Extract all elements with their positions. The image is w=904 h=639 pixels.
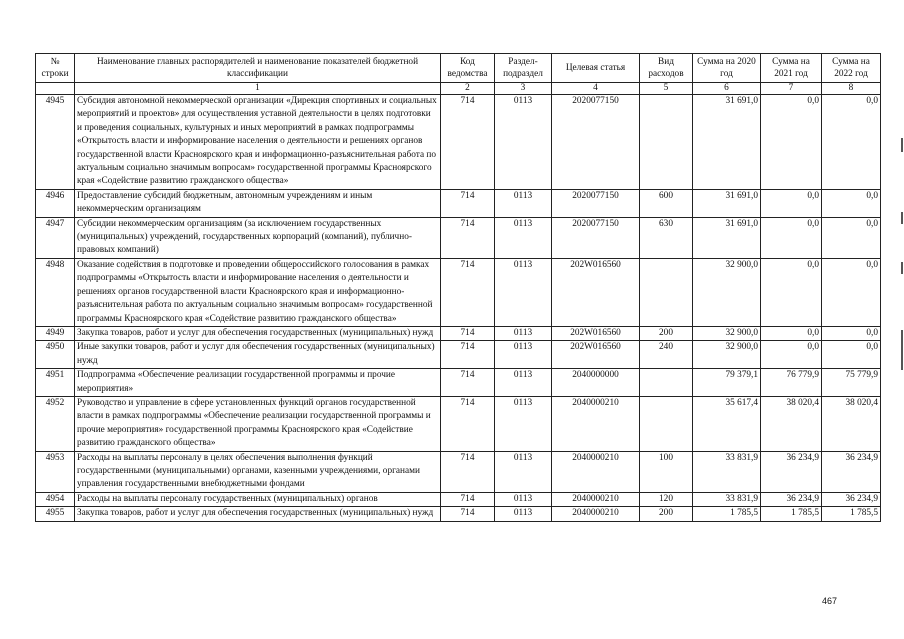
row-number: 4948 [36, 258, 75, 326]
row-number: 4951 [36, 369, 75, 397]
row-sum-2020: 35 617,4 [693, 396, 761, 451]
row-dept-code: 714 [441, 217, 495, 258]
row-sum-2021: 0,0 [761, 189, 822, 217]
row-section: 0113 [495, 507, 552, 521]
row-sum-2021: 0,0 [761, 217, 822, 258]
row-number: 4954 [36, 492, 75, 506]
row-sum-2021: 36 234,9 [761, 451, 822, 492]
table-row [36, 95, 881, 190]
row-dept-code: 714 [441, 369, 495, 397]
table-row [36, 492, 881, 506]
row-sum-2022: 36 234,9 [822, 451, 881, 492]
column-number: 6 [693, 83, 761, 95]
row-dept-code: 714 [441, 95, 495, 190]
row-section: 0113 [495, 326, 552, 340]
row-name: Закупка товаров, работ и услуг для обеспечения государственных (муниципальных) нужд [75, 507, 441, 521]
row-target: 2040000210 [552, 451, 640, 492]
row-exp-type: 200 [640, 507, 693, 521]
row-target: 2020077150 [552, 95, 640, 190]
row-target: 202W016560 [552, 258, 640, 326]
column-number-row [36, 83, 881, 95]
row-name: Закупка товаров, работ и услуг для обеспечения государственных (муниципальных) нужд [75, 326, 441, 340]
page-number: 467 [822, 596, 838, 606]
row-sum-2022: 38 020,4 [822, 396, 881, 451]
header-name: Наименование главных распорядителей и наименование показателей бюджетной классификации [75, 54, 441, 83]
header-target: Целевая статья [552, 54, 640, 83]
row-sum-2021: 0,0 [761, 341, 822, 369]
column-number: 7 [761, 83, 822, 95]
row-section: 0113 [495, 217, 552, 258]
column-number [36, 83, 75, 95]
row-exp-type [640, 396, 693, 451]
header-row-no: № строки [36, 54, 75, 83]
row-number: 4955 [36, 507, 75, 521]
row-target: 2040000000 [552, 369, 640, 397]
row-section: 0113 [495, 369, 552, 397]
row-name: Субсидии некоммерческим организациям (за исключением государственных (муниципальных) учреждений, государственных корпораций (компаний), публично-правовых компаний) [75, 217, 441, 258]
row-sum-2022: 0,0 [822, 341, 881, 369]
row-target: 202W016560 [552, 341, 640, 369]
table-row [36, 396, 881, 451]
column-number: 1 [75, 83, 441, 95]
row-dept-code: 714 [441, 507, 495, 521]
header-exp-type: Вид расходов [640, 54, 693, 83]
row-name: Расходы на выплаты персоналу государственных (муниципальных) органов [75, 492, 441, 506]
row-name: Расходы на выплаты персоналу в целях обеспечения выполнения функций государственными (муниципальными) органами, казенными учреждениями, органами управления государственными внебюджетными фондами [75, 451, 441, 492]
scan-edge-mark [901, 138, 903, 152]
row-name: Подпрограмма «Обеспечение реализации государственной программы и прочие мероприятия» [75, 369, 441, 397]
table-row [36, 258, 881, 326]
row-target: 2040000210 [552, 492, 640, 506]
row-sum-2021: 0,0 [761, 258, 822, 326]
row-section: 0113 [495, 341, 552, 369]
table-row [36, 341, 881, 369]
row-sum-2020: 31 691,0 [693, 217, 761, 258]
row-number: 4952 [36, 396, 75, 451]
row-sum-2022: 0,0 [822, 95, 881, 190]
row-number: 4947 [36, 217, 75, 258]
table-row [36, 217, 881, 258]
row-exp-type: 630 [640, 217, 693, 258]
row-target: 2020077150 [552, 189, 640, 217]
scan-edge-mark [901, 330, 903, 370]
row-sum-2020: 79 379,1 [693, 369, 761, 397]
table-row [36, 189, 881, 217]
row-section: 0113 [495, 189, 552, 217]
row-sum-2021: 38 020,4 [761, 396, 822, 451]
row-target: 202W016560 [552, 326, 640, 340]
row-name: Иные закупки товаров, работ и услуг для обеспечения государственных (муниципальных) нужд [75, 341, 441, 369]
row-sum-2022: 0,0 [822, 258, 881, 326]
row-sum-2020: 1 785,5 [693, 507, 761, 521]
row-sum-2020: 32 900,0 [693, 326, 761, 340]
row-number: 4945 [36, 95, 75, 190]
row-dept-code: 714 [441, 451, 495, 492]
row-dept-code: 714 [441, 396, 495, 451]
row-name: Субсидия автономной некоммерческой организации «Дирекция спортивных и социальных мероприятий и проектов» для осуществления уставной деятельности в целях подготовки и проведения социальных, культурных и иных мероприятий в рамках подпрограммы «Открытость власти и информирование населения о деятельности и решениях органов государственной власти Красноярского края и информационно-разъяснительная работа по актуальным социально значимым вопросам» государственной программы Красноярского края «Содействие развитию гражданского общества» [75, 95, 441, 190]
row-exp-type: 200 [640, 326, 693, 340]
row-number: 4953 [36, 451, 75, 492]
row-number: 4949 [36, 326, 75, 340]
row-sum-2021: 36 234,9 [761, 492, 822, 506]
table-row [36, 451, 881, 492]
scan-edge-mark [901, 262, 903, 274]
column-number: 3 [495, 83, 552, 95]
row-section: 0113 [495, 492, 552, 506]
row-sum-2020: 31 691,0 [693, 189, 761, 217]
header-sum-2021: Сумма на 2021 год [761, 54, 822, 83]
table-row [36, 326, 881, 340]
scan-edge-mark [901, 212, 903, 224]
row-sum-2022: 1 785,5 [822, 507, 881, 521]
row-sum-2021: 1 785,5 [761, 507, 822, 521]
row-dept-code: 714 [441, 189, 495, 217]
row-section: 0113 [495, 451, 552, 492]
row-exp-type [640, 95, 693, 190]
row-name: Оказание содействия в подготовке и проведении общероссийского голосования в рамках подпрограммы «Открытость власти и информирование населения о деятельности и решениях органов государственной власти Красноярского края и информационно-разъяснительная работа по актуальным социально значимым вопросам» государственной программы Красноярского края «Содействие развитию гражданского общества» [75, 258, 441, 326]
row-dept-code: 714 [441, 341, 495, 369]
row-sum-2021: 0,0 [761, 326, 822, 340]
row-sum-2022: 0,0 [822, 326, 881, 340]
row-target: 2020077150 [552, 217, 640, 258]
header-row [36, 54, 881, 83]
row-exp-type: 600 [640, 189, 693, 217]
row-sum-2020: 33 831,9 [693, 492, 761, 506]
row-section: 0113 [495, 396, 552, 451]
row-target: 2040000210 [552, 507, 640, 521]
row-exp-type [640, 258, 693, 326]
row-sum-2022: 36 234,9 [822, 492, 881, 506]
column-number: 5 [640, 83, 693, 95]
header-sum-2022: Сумма на 2022 год [822, 54, 881, 83]
row-exp-type: 120 [640, 492, 693, 506]
row-dept-code: 714 [441, 492, 495, 506]
header-dept: Код ведомства [441, 54, 495, 83]
table-row [36, 369, 881, 397]
row-name: Предоставление субсидий бюджетным, автономным учреждениям и иным некоммерческим организациям [75, 189, 441, 217]
row-dept-code: 714 [441, 326, 495, 340]
column-number: 8 [822, 83, 881, 95]
row-sum-2021: 0,0 [761, 95, 822, 190]
row-sum-2020: 31 691,0 [693, 95, 761, 190]
row-sum-2022: 0,0 [822, 217, 881, 258]
row-dept-code: 714 [441, 258, 495, 326]
table-row [36, 507, 881, 521]
row-target: 2040000210 [552, 396, 640, 451]
row-section: 0113 [495, 258, 552, 326]
row-sum-2020: 32 900,0 [693, 341, 761, 369]
row-sum-2020: 32 900,0 [693, 258, 761, 326]
row-number: 4950 [36, 341, 75, 369]
row-sum-2022: 75 779,9 [822, 369, 881, 397]
row-exp-type [640, 369, 693, 397]
row-exp-type: 240 [640, 341, 693, 369]
column-number: 4 [552, 83, 640, 95]
header-section: Раздел-подраздел [495, 54, 552, 83]
budget-table [35, 53, 881, 522]
row-sum-2020: 33 831,9 [693, 451, 761, 492]
row-sum-2021: 76 779,9 [761, 369, 822, 397]
row-number: 4946 [36, 189, 75, 217]
header-sum-2020: Сумма на 2020 год [693, 54, 761, 83]
row-section: 0113 [495, 95, 552, 190]
row-name: Руководство и управление в сфере установленных функций органов государственной власти в рамках подпрограммы «Обеспечение реализации государственной программы и прочие мероприятия» государственной программы Красноярского края «Содействие развитию гражданского общества» [75, 396, 441, 451]
column-number: 2 [441, 83, 495, 95]
row-sum-2022: 0,0 [822, 189, 881, 217]
row-exp-type: 100 [640, 451, 693, 492]
